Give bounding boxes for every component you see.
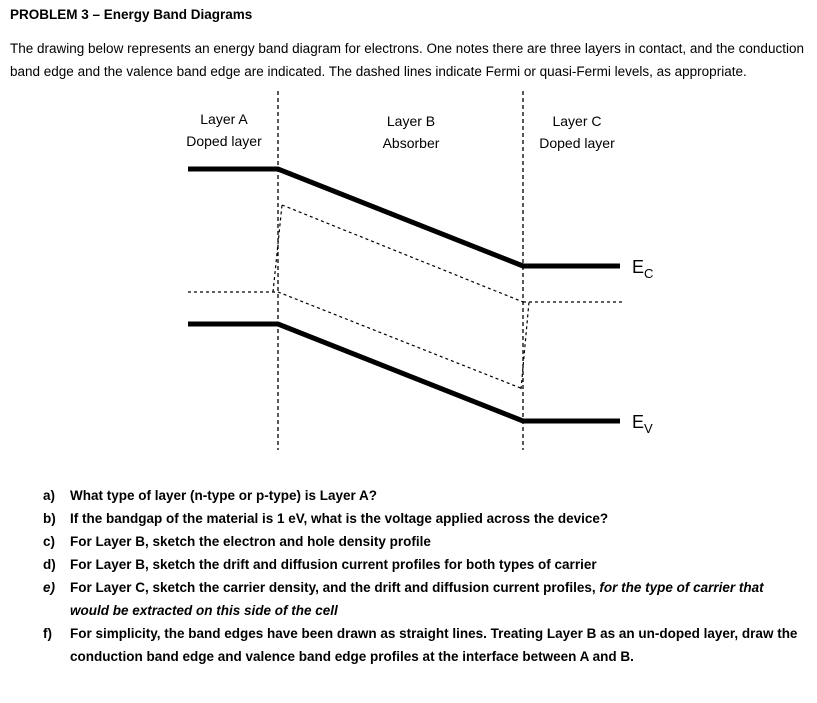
question-e-label: e) (43, 580, 56, 595)
question-a-text: What type of layer (n-type or p-type) is Layer A? (70, 488, 378, 503)
conduction-band-line (188, 169, 620, 266)
question-e-text-normal: For Layer C, sketch the carrier density, and the drift and diffusion current profiles, (70, 580, 600, 595)
layer-b-sublabel: Absorber (382, 135, 440, 151)
question-f (43, 622, 799, 668)
question-c-label: c) (43, 534, 56, 549)
question-c-text: For Layer B, sketch the electron and hole density profile (70, 534, 431, 549)
problem-title: PROBLEM 3 – Energy Band Diagrams (10, 7, 253, 22)
layer-c-sublabel: Doped layer (539, 135, 615, 151)
energy-band-diagram (10, 84, 817, 462)
question-b (43, 507, 799, 530)
question-b-label: b) (43, 511, 56, 526)
question-d-label: d) (43, 557, 56, 572)
problem-intro: The drawing below represents an energy band diagram for electrons. One notes there are three layers in contact, and the conduction band edge and the valence band edge are indicated. The dashed lines indicate Fermi or quasi-Fermi levels, as appropriate. (10, 41, 804, 79)
question-d (43, 553, 799, 576)
question-f-label: f) (43, 626, 52, 641)
question-e-text-italic: for the type of carrier that would be extracted on this side of the cell (70, 580, 764, 618)
question-b-text: If the bandgap of the material is 1 eV, what is the voltage applied across the device? (70, 511, 609, 526)
question-a (43, 484, 799, 507)
question-e (43, 576, 799, 622)
fermi-step-interface-bc (521, 302, 529, 389)
question-d-text: For Layer B, sketch the drift and diffusion current profiles for both types of carrier (70, 557, 597, 572)
question-e-text (70, 576, 799, 622)
question-c (43, 530, 799, 553)
valence-band-line (188, 324, 620, 421)
layer-b-name: Layer B (386, 113, 436, 129)
layer-a-name: Layer A (200, 111, 248, 127)
layer-c-name: Layer C (552, 113, 602, 129)
conduction-band-label: $E_C$ (632, 257, 654, 281)
question-list (10, 484, 807, 668)
question-f-text: For simplicity, the band edges have been drawn as straight lines. Treating Layer B as an un-doped layer, draw the conduction band edge and valence band edge profiles at the interface between A and B. (70, 626, 798, 664)
layer-a-sublabel: Doped layer (186, 133, 262, 149)
valence-band-label: $E_V$ (632, 412, 653, 436)
question-a-label: a) (43, 488, 56, 503)
